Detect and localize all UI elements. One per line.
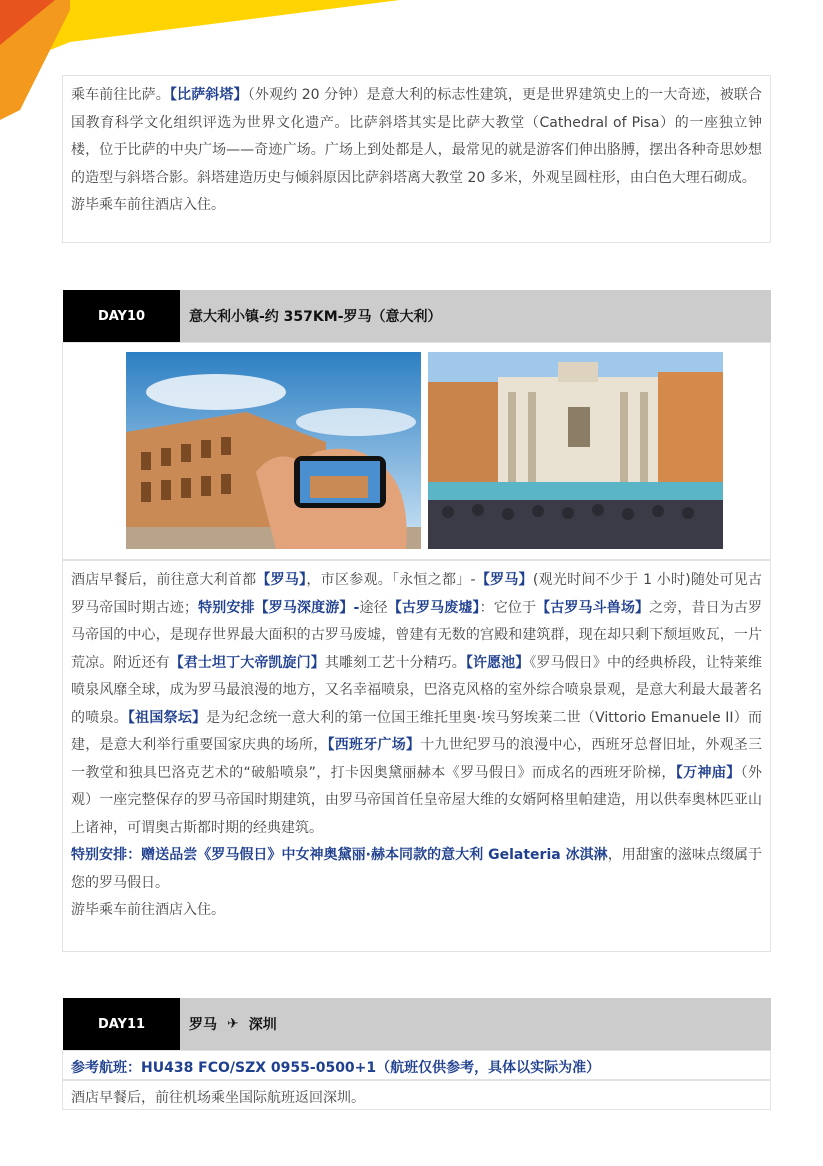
text: 途径 (359, 599, 388, 616)
flight-info: 参考航班：HU438 FCO/SZX 0955-0500+1（航班仅供参考，具体以实际为准） (71, 1060, 601, 1076)
highlight-arch-of-constantine: 【君士坦丁大帝凯旋门】 (169, 654, 325, 671)
day10-header (63, 290, 771, 342)
highlight-colosseum: 【古罗马斗兽场】 (536, 599, 650, 616)
text: 乘车前往比萨。 (71, 87, 170, 103)
highlight-altar-of-fatherland: 【祖国祭坛】 (127, 709, 207, 726)
trevi-fountain-photo (428, 352, 723, 549)
text: 之旁，昔日为古罗马帝国的中心，是现存世界最大面积的古罗马废墟，曾建有无数的宫殿和建筑群，现在却只剩下颓垣败瓦，一片荒凉。附近还有 (71, 599, 763, 671)
end-of-day-note: 游毕乘车前往酒店入住。 (71, 197, 225, 213)
colosseum-photo-icon (126, 352, 421, 549)
text: 酒店早餐后，前往意大利首都 (71, 572, 257, 588)
trevi-fountain-photo-icon (428, 352, 723, 549)
text: 《罗马假日》中的经典桥段，让特莱维喷泉风靡全球，成为罗马最浪漫的地方，又名幸福喷泉，巴洛克风格的室外综合喷泉景观，是意大利最大最著名的喷泉。 (71, 654, 763, 726)
end-of-day-note: 游毕乘车前往酒店入住。 (71, 902, 225, 918)
text: 十九世纪罗马的浪漫中心，西班牙总督旧址，外观圣三一教堂和独具巴洛克艺术的“破船喷泉”，打卡因奥黛丽赫本《罗马假日》而成名的西班牙阶梯， (71, 737, 762, 781)
text: 是为纪念统一意大利的第一位国王维托里奥·埃马努埃莱二世（Vittorio Emanuele II）而建，是意大利举行重要国家庆典的场所， (71, 709, 763, 753)
highlight-spanish-steps: 【西班牙广场】 (327, 737, 421, 753)
highlight-rome: 【罗马】 (475, 572, 533, 588)
colosseum-photo (126, 352, 421, 549)
text: ：它位于 (479, 599, 537, 616)
text: (观光时间不少于 1 小时)随处可见古罗马帝国时期古迹； (71, 572, 763, 616)
day10-title: 意大利小镇-约 357KM-罗马（意大利） (189, 309, 442, 325)
highlight-roman-ruins: 【古罗马废墟】 (387, 599, 480, 616)
highlight-pisa-tower: 【比萨斜塔】 (169, 87, 248, 103)
day11-tag: DAY11 (63, 998, 180, 1050)
highlight-rome-deep-tour: 特别安排【罗马深度游】- (198, 599, 360, 616)
special-arrangement: 特别安排：赠送品尝《罗马假日》中女神奥黛丽·赫本同款的意大利 Gelateria 冰淇淋 (71, 847, 608, 863)
day10-paragraph (63, 561, 770, 925)
pisa-paragraph (63, 76, 770, 220)
day11-header (63, 998, 771, 1050)
day11-title (189, 998, 277, 1050)
origin-city: 罗马 (189, 1017, 217, 1033)
day10-itinerary-box (62, 560, 771, 952)
text: ，用甜蜜的滋味点缀属于您的罗马假日。 (71, 847, 763, 891)
highlight-pantheon: 【万神庙】 (675, 764, 741, 781)
text: （外观）一座完整保存的罗马帝国时期建筑，由罗马帝国首任皇帝屋大维的女婿阿格里帕建造，用以供奉奥林匹亚山上诸神，可谓奥古斯都时期的经典建筑。 (71, 764, 763, 836)
airplane-icon: ✈ (227, 1016, 239, 1032)
highlight-trevi-fountain: 【许愿池】 (465, 654, 530, 671)
day11-itinerary-box (62, 1080, 771, 1110)
pisa-section (62, 75, 771, 243)
text: （外观约 20 分钟）是意大利的标志性建筑，更是世界建筑史上的一大奇迹，被联合国教育科学文化组织评选为世界文化遗产。比萨斜塔其实是比萨大教堂（Cathedral of Pisa）的一座独立钟楼，位于比萨的中央广场——奇迹广场。广场上到处都是人，最常见的就是游客们伸出胳膊，摆出各种奇思妙想的造型与斜塔合影。斜塔建造历史与倾斜原因比萨斜塔离大教堂 20 多米，外观呈圆柱形，由白色大理石砌成。 (71, 87, 763, 186)
text: ，市区参观。「永恒之都」- (306, 572, 476, 588)
day10-tag: DAY10 (63, 290, 180, 342)
text: 其雕刻工艺十分精巧。 (324, 654, 466, 671)
day11-paragraph: 酒店早餐后，前往机场乘坐国际航班返回深圳。 (71, 1090, 365, 1106)
highlight-rome: 【罗马】 (256, 572, 307, 588)
destination-city: 深圳 (248, 1017, 277, 1033)
day11-flight-box (62, 1050, 771, 1080)
